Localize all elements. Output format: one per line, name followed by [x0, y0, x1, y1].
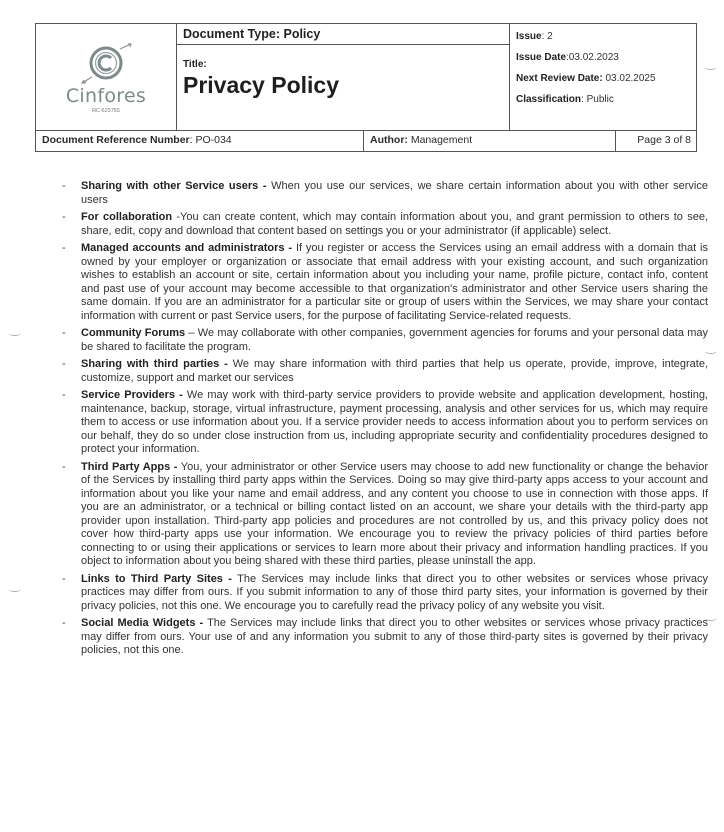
header-top-row	[36, 24, 696, 131]
item-heading: Service Providers -	[81, 389, 183, 401]
item-body: -You can create content, which may contain information about you, and grant permission to others to see, share, edit, copy and download that content based on settings you or your administrator (if applicable) select.	[81, 211, 709, 237]
list-item	[62, 358, 708, 385]
item-heading: Managed accounts and administrators -	[81, 242, 293, 254]
item-body: We may share information with third parties that help us operate, provide, improve, integrate, customize, support and market our services	[81, 358, 709, 384]
bullet-dash: -	[62, 211, 66, 223]
item-heading: Sharing with third parties -	[81, 358, 228, 370]
copyright-circle-icon	[76, 41, 136, 87]
issue	[516, 30, 696, 51]
list-item	[62, 327, 708, 354]
bullet-dash: -	[62, 242, 66, 254]
list-item	[62, 389, 708, 457]
bullet-dash: -	[62, 389, 66, 401]
meta-cell	[510, 24, 696, 130]
logo-rc-number: RC:623755	[92, 107, 120, 114]
document-type-value: Policy	[283, 27, 321, 41]
next-review-label: Next Review Date:	[516, 73, 603, 84]
author	[364, 131, 616, 151]
item-heading: Links to Third Party Sites -	[81, 572, 232, 585]
reference-value: : PO-034	[189, 134, 232, 146]
item-body: You, your administrator or other Service users may choose to add new functionality or change the behavior of the Services by installing third party apps within the Services. Doing so may give third-party apps access to your account and information about you like your name and email address, and any content you choose to use in connection with those apps. If you are an administrator, or a technical or billing contact listed on an account, we share your details with the third-party app provider upon installation. Third-party app policies and procedures are not controlled by us, and this privacy policy does not cover how third-party apps use your information. We encourage you to review the privacy policies of third parties before connecting to or using their applications or services to learn more about their privacy and information handling practices. If you object to information about you being shared with these third parties, please uninstall the app.	[81, 460, 708, 567]
title-cell	[177, 24, 510, 130]
author-value: Management	[407, 134, 473, 146]
item-body: The Services may include links that direct you to other websites or services whose privacy practices may differ from ours. Your use of and any information you submit to any of those third-party sites is governed by their privacy policies, not this one.	[81, 617, 708, 656]
list-item	[62, 573, 708, 614]
item-heading: For collaboration	[81, 211, 173, 223]
item-body: If you register or access the Services using an email address with a domain that is owned by your employer or organization or associate that email address with your existing account, and such organization wishes to establish an account or site, certain information about you including your name, profile picture, contact info, content and past use of your account may become accessible to that organization's administrator and other Service users sharing the same domain. If you are an administrator for a particular site or group of users within the Services, we may share your contact information with current or past Service users, for the purpose of facilitating Service-related requests.	[81, 242, 708, 322]
list-item	[62, 180, 708, 207]
scan-punch-mark: ‿	[706, 340, 716, 354]
page-title: Privacy Policy	[183, 72, 339, 98]
item-heading: Social Media Widgets -	[81, 617, 204, 629]
bullet-dash: -	[62, 358, 66, 370]
next-review-date	[516, 72, 696, 93]
scan-punch-mark: ‿	[10, 578, 20, 592]
issue-date-label: Issue Date	[516, 52, 567, 63]
document-header-table	[35, 23, 697, 152]
item-heading: Sharing with other Service users -	[81, 180, 267, 192]
bullet-dash: -	[62, 617, 66, 629]
item-body: We may work with third-party service providers to provide website and application development, hosting, maintenance, backup, storage, virtual infrastructure, payment processing, analysis and other services for us, which may require them to access or use information about you. If a service provider needs to access information about you to perform services on our behalf, they do so under close instruction from us, including appropriate security and confidentiality procedures designed to protect your information.	[81, 389, 708, 455]
issue-label: Issue	[516, 31, 542, 42]
list-item	[62, 461, 708, 569]
header-bottom-row	[36, 131, 696, 151]
bullet-dash: -	[62, 460, 66, 473]
item-heading: Third Party Apps -	[81, 460, 178, 473]
bullet-dash: -	[62, 327, 66, 339]
policy-content	[62, 180, 708, 662]
title-area	[177, 45, 509, 99]
list-item	[62, 617, 708, 658]
logo-cell	[36, 24, 177, 130]
document-reference	[36, 131, 364, 151]
issue-date-value: :03.02.2023	[566, 52, 619, 63]
classification-value: : Public	[581, 94, 614, 105]
bullet-dash: -	[62, 180, 66, 192]
reference-label: Document Reference Number	[42, 134, 190, 146]
logo-name: Cinfores	[65, 84, 147, 107]
document-type-label: Document Type:	[183, 27, 280, 41]
scan-punch-mark: ‿	[706, 56, 716, 70]
item-body: The Services may include links that direct you to other websites or services whose privacy practices may differ from ours. If you submit information to any of those third party sites, your information is governed by their privacy policies, not this one. We encourage you to carefully read the privacy policy of any website you visit.	[81, 572, 708, 612]
title-label: Title:	[183, 59, 207, 70]
list-item	[62, 211, 708, 238]
item-body: When you use our services, we share certain information about you with other service users	[81, 180, 708, 206]
item-body: – We may collaborate with other companies, government agencies for forums and your personal data may be shared to facilitate the program.	[81, 327, 708, 353]
next-review-value: 03.02.2025	[602, 73, 656, 84]
scan-punch-mark: ‿	[706, 607, 716, 621]
classification-label: Classification	[516, 94, 582, 105]
document-type	[177, 24, 509, 45]
scan-punch-mark: ‿	[10, 322, 20, 336]
page-number: Page 3 of 8	[637, 134, 691, 146]
issue-value: : 2	[541, 31, 553, 42]
list-item	[62, 242, 708, 323]
author-label: Author:	[370, 134, 408, 146]
item-heading: Community Forums	[81, 327, 186, 339]
issue-date	[516, 51, 696, 72]
classification	[516, 93, 696, 114]
bullet-dash: -	[62, 572, 66, 585]
